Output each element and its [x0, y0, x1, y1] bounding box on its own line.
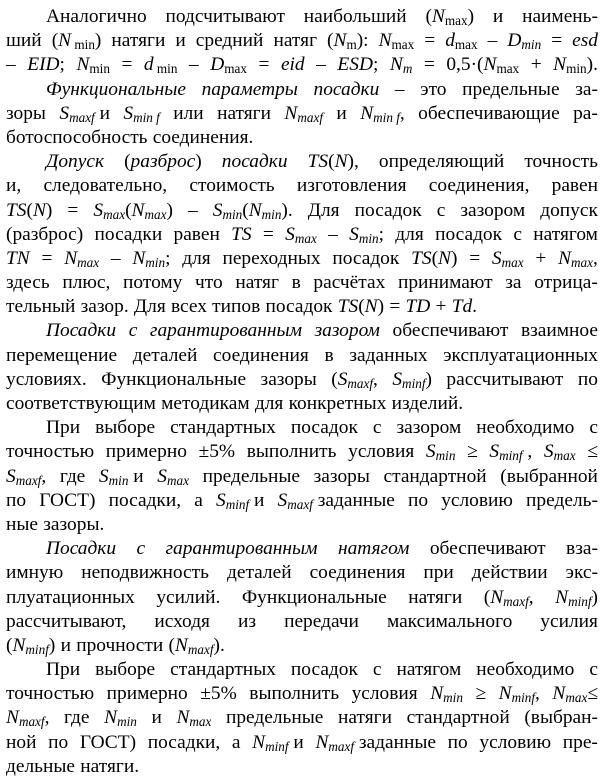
text-line: и, следовательно, стоимость изготовления соединения, равен — [6, 175, 598, 197]
text-line: зоры $S_{maxf}$ и $S_{min f}$ или натяги $N_{maxf}$ и $N_{min f}$, обеспечивающие ра- — [6, 102, 598, 125]
text-line: $S_{maxf}$, где $S_{min}$ и $S_{max}$ предельные зазоры стандартной (выбранной — [6, 465, 598, 488]
paragraph — [6, 150, 598, 319]
text-line: соответствующим методикам для конкретных изделий. — [6, 393, 464, 414]
text-line: Посадки с гарантированным зазором обеспечивают взаимное — [46, 320, 598, 342]
text-line: ботоспособность соединения. — [6, 126, 254, 148]
text-line: плуатационных усилий. Функциональные натяги ($N_{maxf}$, $N_{minf}$) — [6, 586, 598, 609]
text-line: При выборе стандартных посадок с натягом необходимо с — [46, 659, 598, 681]
text-line: тельный зазор. Для всех типов посадок TS(N) = TD + Td. — [6, 296, 478, 318]
text-line: ные зазоры. — [6, 513, 105, 535]
text-line: TS(N) = $S_{max}(N_{max})$ – $S_{min}(N_{min})$. Для посадок с зазором допуск — [6, 199, 598, 222]
text-line: условиях. Функциональные зазоры ($S_{maxf}$, $S_{minf}$) рассчитывают по — [6, 368, 598, 391]
paragraph — [6, 658, 598, 779]
paragraph — [6, 416, 598, 537]
text-line: перемещение деталей соединения в заданных эксплуатационных — [6, 344, 598, 366]
document-page — [6, 5, 598, 779]
text-line: Посадки с гарантированным натягом обеспечивают вза- — [46, 538, 598, 560]
text-line: ной по ГОСТ) посадки, а $N_{minf}$ и $N_{maxf}$ заданные по условию пре- — [6, 731, 598, 754]
text-line: $N_{maxf}$, где $N_{min}$ и $N_{max}$ предельные натяги стандартной (выбран- — [6, 707, 598, 730]
paragraph — [6, 319, 598, 416]
text-line: ший (N $_{min}$) натяги и средний натяг $(N_m)$: $N_{max}$ = $d_{max}$ – $D_{min}$ = esd — [6, 30, 598, 53]
text-line: (разброс) посадки равен TS = $S_{max}$ – $S_{min}$; для посадок с натягом — [6, 223, 598, 246]
paragraph — [6, 78, 598, 151]
text-line: здесь плюс, потому что натяг в расчётах принимают за отрица- — [6, 272, 598, 294]
text-line: $(N_{minf})$ и прочности $(N_{maxf})$. — [6, 634, 225, 657]
text-line: Функциональные параметры посадки – это предельные за- — [46, 78, 598, 100]
text-line: – EID; $N_{min}$ = d $_{min}$ – $D_{max}$ = eid – ESD; $N_m$ = $0,5\cdot(N_{max}$ + $N_{min}$). — [6, 54, 598, 77]
paragraph — [6, 5, 598, 78]
text-line: рассчитывают, исходя из передачи максимального усилия — [6, 610, 598, 632]
text-line: точностью примерно ±5% выполнить условия $S_{min}$ ≥ $S_{minf}$ , $S_{max}$ ≤ — [6, 441, 598, 464]
text-line: дельные натяги. — [6, 755, 140, 777]
paragraph — [6, 537, 598, 658]
text-line: При выборе стандартных посадок с зазором необходимо с — [46, 417, 598, 439]
text-line: по ГОСТ) посадки, а $S_{minf}$ и $S_{maxf}$ заданные по условию предель- — [6, 489, 598, 512]
text-line: Допуск (разброс) посадки TS(N), определяющий точность — [46, 151, 598, 173]
text-line: точностью примерно ±5% выполнить условия $N_{min}$ ≥ $N_{minf}$, $N_{max}\le$ — [6, 683, 598, 706]
text-line: TN = $N_{max}$ – $N_{min}$; для переходных посадок TS(N) = $S_{max}$ + $N_{max}$, — [6, 247, 598, 270]
text-line: имную неподвижность деталей соединения при действии экс- — [6, 562, 598, 584]
text-line: Аналогично подсчитывают наибольший $(N_{max})$ и наимень- — [46, 6, 598, 28]
